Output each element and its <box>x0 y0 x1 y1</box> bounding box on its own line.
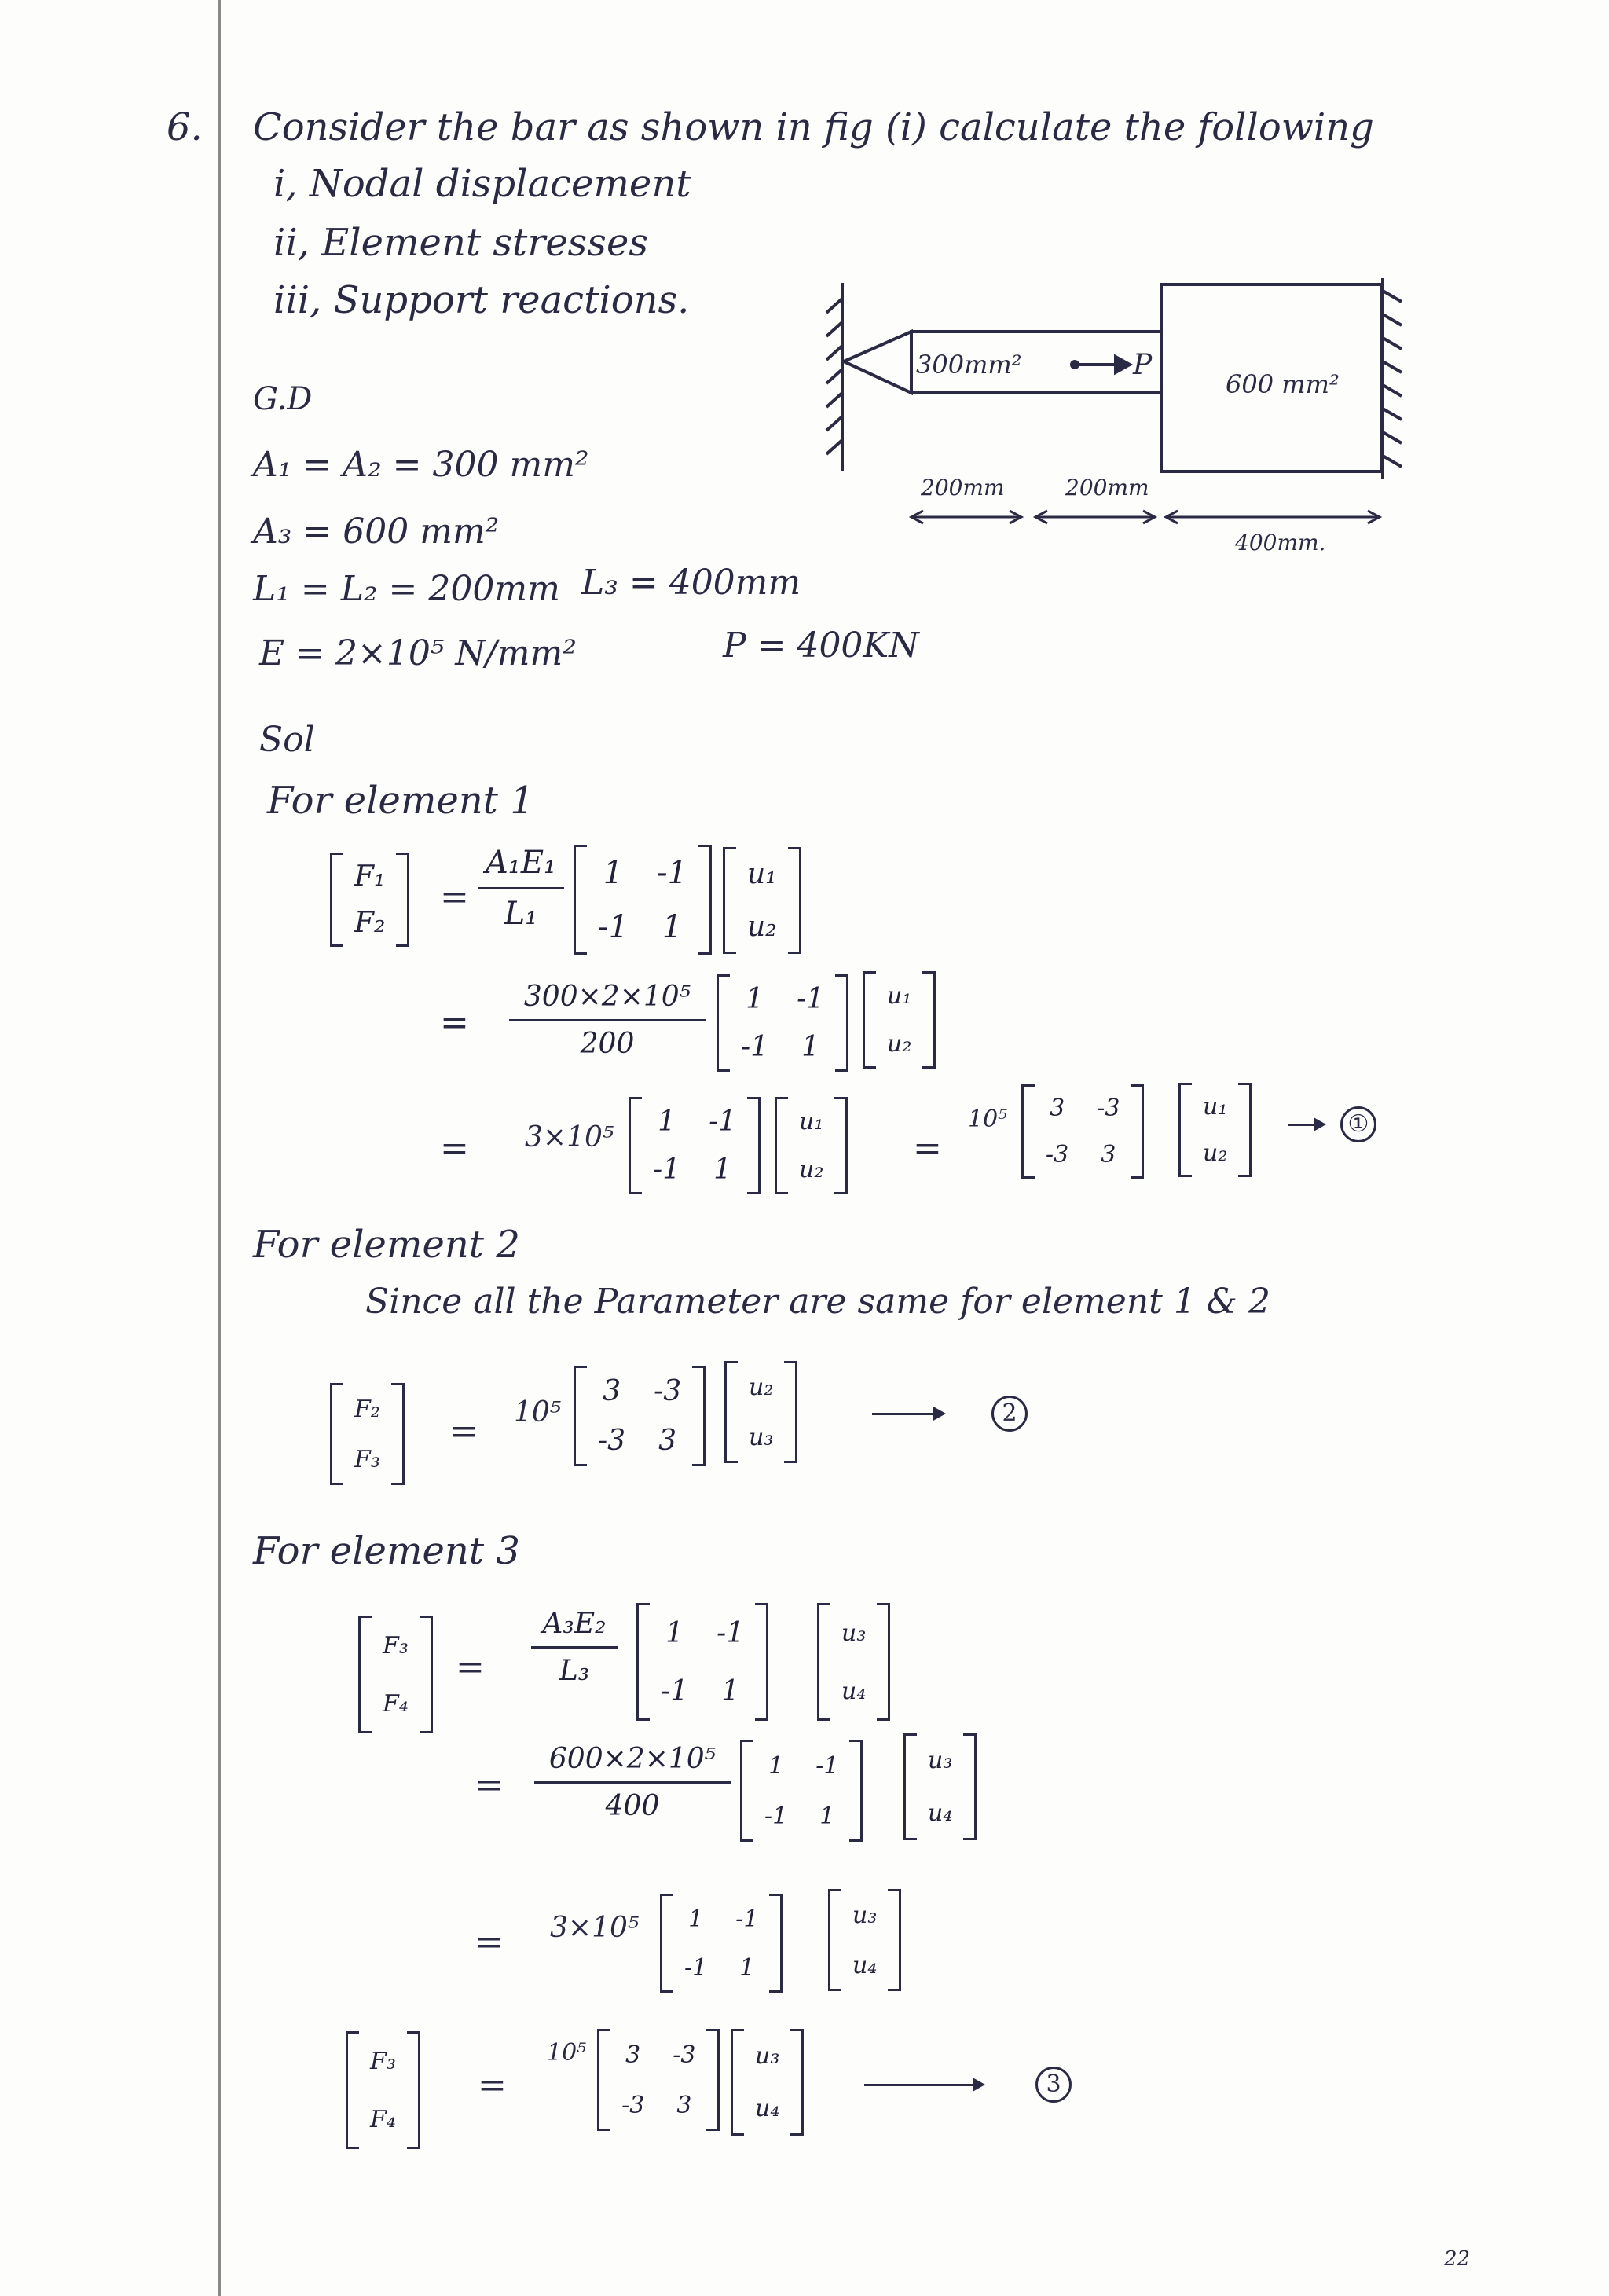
equation-tag-1: ① <box>1340 1106 1376 1142</box>
element-2-coefficient: 10⁵ <box>514 1396 562 1429</box>
element-1-numeric-coefficient: 300×2×10⁵ 200 <box>509 981 706 1060</box>
element-3-stiffness-matrix-3: 1 -1 -1 1 <box>660 1894 783 1993</box>
equals-sign: = <box>449 1411 478 1451</box>
given-lengths-1-2: L₁ = L₂ = 200mm <box>253 569 560 609</box>
equation-tag-3: 3 <box>1035 2067 1072 2103</box>
left-wall-support <box>826 283 911 471</box>
bar-figure <box>786 267 1430 566</box>
element-2-heading: For element 2 <box>253 1223 520 1267</box>
given-label: G.D <box>253 381 313 417</box>
equals-sign: = <box>456 1647 485 1687</box>
element-1-stiffness-matrix-3: 1 -1 -1 1 <box>629 1097 761 1194</box>
element-1-heading: For element 1 <box>267 779 534 823</box>
element-3-displacement-vector-4: u₃ u₄ <box>731 2029 804 2136</box>
equals-sign: = <box>440 1128 469 1168</box>
equation-arrow <box>864 2084 982 2086</box>
problem-item-2: ii, Element stresses <box>273 221 648 265</box>
element-3-stiffness-matrix-4: 3 -3 -3 3 <box>597 2029 720 2131</box>
equation-tag-2: 2 <box>991 1396 1028 1432</box>
element-1-stiffness-coefficient: A₁E₁ L₁ <box>478 845 564 932</box>
element-3-displacement-vector-3: u₃ u₄ <box>828 1889 901 1991</box>
element-2-displacement-vector: u₂ u₃ <box>724 1361 797 1463</box>
element-1-stiffness-matrix-2: 1 -1 -1 1 <box>717 974 848 1072</box>
element-1-stiffness-matrix: 1 -1 -1 1 <box>574 845 712 955</box>
area-left-label: 300mm² <box>916 350 1022 380</box>
length-2-label: 200mm <box>1065 475 1149 501</box>
given-length-3: L₃ = 400mm <box>581 563 801 603</box>
solution-label: Sol <box>259 720 315 760</box>
element-1-displacement-vector: u₁ u₂ <box>723 847 801 954</box>
element-1-coefficient-3: 3×10⁵ <box>525 1121 614 1154</box>
element-2-stiffness-matrix: 3 -3 -3 3 <box>574 1366 706 1466</box>
problem-item-3: iii, Support reactions. <box>273 278 690 322</box>
length-1-label: 200mm <box>921 475 1005 501</box>
load-label: P <box>1133 349 1153 381</box>
element-3-coefficient-4: 10⁵ <box>547 2039 587 2067</box>
equation-arrow <box>1288 1124 1323 1126</box>
load-arrow <box>1072 357 1130 372</box>
equals-sign: = <box>440 877 469 917</box>
equals-sign: = <box>475 1922 504 1962</box>
problem-number: 6. <box>167 105 203 149</box>
element-3-stiffness-matrix: 1 -1 -1 1 <box>636 1603 768 1721</box>
problem-statement: Consider the bar as shown in fig (i) calculate the following <box>253 105 1374 149</box>
element-3-displacement-vector: u₃ u₄ <box>817 1603 890 1721</box>
equals-sign: = <box>913 1128 942 1168</box>
equation-arrow <box>872 1413 943 1415</box>
given-area-3: A₃ = 600 mm² <box>253 512 500 552</box>
problem-item-1: i, Nodal displacement <box>273 162 691 206</box>
equals-sign: = <box>478 2065 507 2105</box>
equals-sign: = <box>475 1765 504 1805</box>
element-3-stiffness-coefficient: A₃E₂ L₃ <box>531 1608 618 1687</box>
element-1-displacement-vector-4: u₁ u₂ <box>1178 1083 1252 1177</box>
element-2-note: Since all the Parameter are same for element 1 & 2 <box>365 1282 1270 1322</box>
element-1-force-vector: F₁ F₂ <box>330 853 409 947</box>
element-3-force-vector: F₃ F₄ <box>358 1616 433 1733</box>
right-wall-support <box>1383 278 1402 479</box>
element-3-stiffness-matrix-2: 1 -1 -1 1 <box>740 1740 863 1842</box>
element-3-force-vector-2: F₃ F₄ <box>346 2031 420 2149</box>
given-load: P = 400KN <box>723 625 919 666</box>
element-2-force-vector: F₂ F₃ <box>330 1383 405 1485</box>
page-margin-line <box>218 0 221 2296</box>
element-3-displacement-vector-2: u₃ u₄ <box>903 1733 977 1840</box>
given-areas-1-2: A₁ = A₂ = 300 mm² <box>253 445 589 485</box>
element-1-stiffness-matrix-4: 3 -3 -3 3 <box>1021 1084 1144 1179</box>
equals-sign: = <box>440 1003 469 1043</box>
given-modulus: E = 2×10⁵ N/mm² <box>259 633 577 673</box>
element-3-heading: For element 3 <box>253 1529 520 1573</box>
element-1-displacement-vector-3: u₁ u₂ <box>775 1097 848 1194</box>
element-3-numeric-coefficient: 600×2×10⁵ 400 <box>534 1743 731 1822</box>
element-3-coefficient-3: 3×10⁵ <box>550 1912 640 1944</box>
dimension-arrows <box>911 511 1380 523</box>
length-3-label: 400mm. <box>1235 530 1326 556</box>
element-1-displacement-vector-2: u₁ u₂ <box>863 971 936 1069</box>
element-1-coefficient-4: 10⁵ <box>968 1106 1008 1133</box>
page-number: 22 <box>1444 2247 1471 2271</box>
area-right-label: 600 mm² <box>1226 369 1340 399</box>
